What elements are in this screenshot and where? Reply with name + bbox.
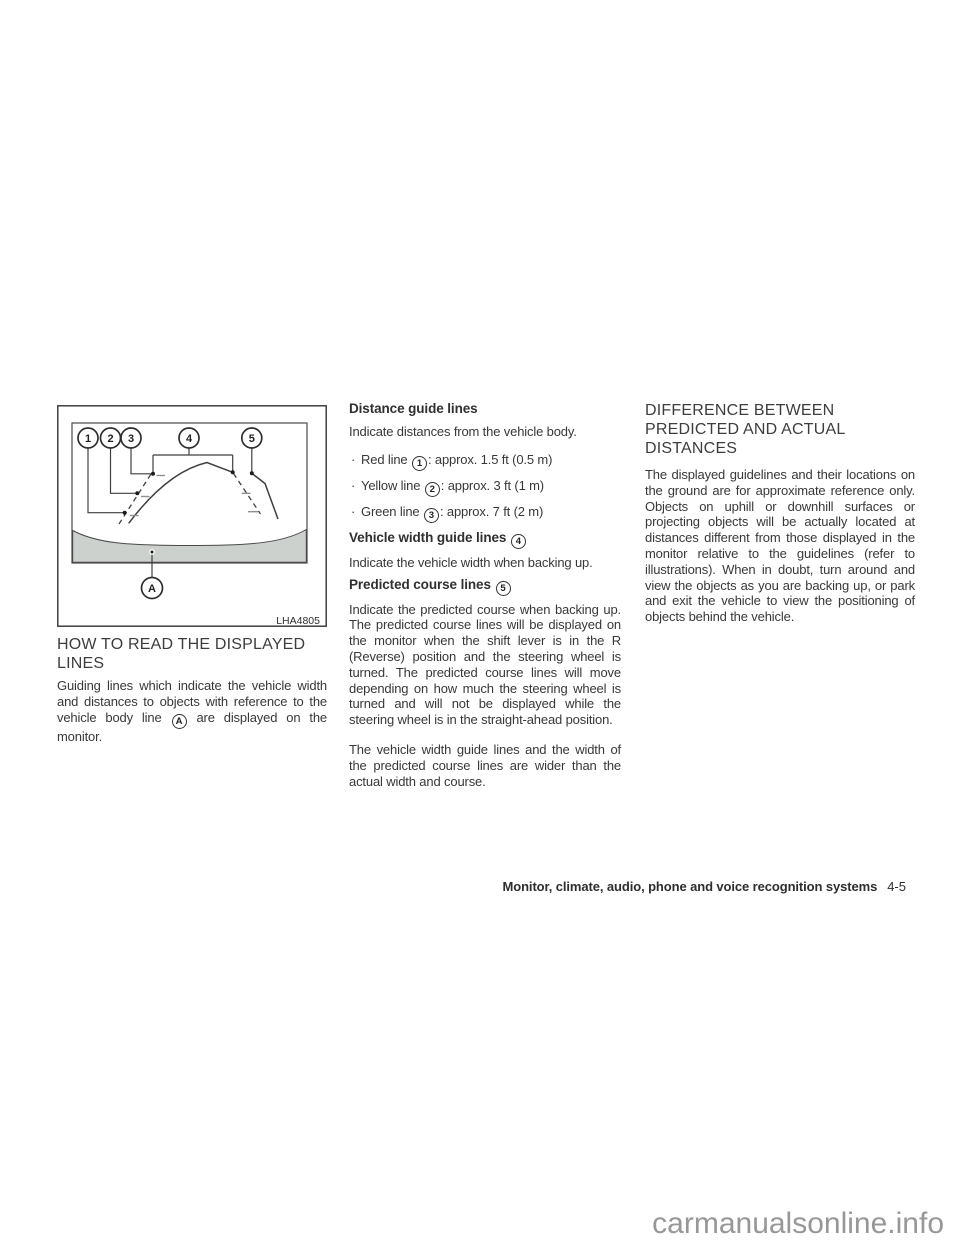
section-heading-how-to-read: HOW TO READ THE DISPLAYED LINES [57,636,306,672]
right-column [645,401,915,625]
footer-page-number: 4-5 [887,879,906,894]
difference-paragraph: The displayed guidelines and their locations on the ground are for approximate reference only. Objects on uphill or downhill surfaces or projecting objects will be actually located at distances different from those displayed in the monitor relative to the guidelines (refer to illustrations). When in doubt, turn around and view the objects as you are backing up, or park and exit the vehicle to view the positioning of objects behind the vehicle. [645,467,915,625]
page-footer [503,879,906,894]
callout-5: 5 [248,433,255,445]
bullet-post: : approx. 1.5 ft (0.5 m) [427,451,553,467]
bullet-post: : approx. 3 ft (1 m) [440,477,544,493]
section-heading-difference: DIFFERENCE BETWEEN PREDICTED AND ACTUAL DISTANCES [645,402,845,457]
bullet-dot-icon: · [351,477,356,493]
bullet-pre: Red line [361,451,411,467]
callout-4: 4 [185,433,193,445]
circled-a-marker: A [172,714,187,729]
predicted-course-paragraph-2: The vehicle width guide lines and the width of the predicted course lines are wider than the actual width and course. [349,741,621,789]
circled-2-marker: 2 [425,482,440,497]
distance-bullet-list [349,452,621,523]
figure-spacer [57,405,327,627]
subhead-predicted-course-lines [349,577,621,596]
subhead-text: Predicted course lines [349,576,491,592]
paragraph-text-after: are displayed on the monitor. [57,709,327,744]
vehicle-width-paragraph: Indicate the vehicle width when backing up. [349,554,593,570]
left-column [57,405,327,744]
distance-guide-intro: Indicate distances from the vehicle body. [349,424,577,439]
bullet-yellow-line [349,478,621,497]
bullet-red-line [349,452,621,471]
bullet-pre: Green line [361,503,423,519]
paragraph-text-before: Guiding lines which indicate the vehicle width and distances to objects with reference to the vehicle body line [57,678,327,725]
bullet-text [361,478,544,497]
predicted-course-paragraph-1: Indicate the predicted course when backing up. The predicted course lines will be displayed on the monitor when the shift lever is in the R (Reverse) position and the steering wheel is turned. The predicted course lines will move depending on how much the steering wheel is turned and will not be displayed while the steering wheel is in the straight-ahead position. [349,601,621,728]
callout-2: 2 [107,433,114,445]
callout-3: 3 [127,433,135,445]
bullet-green-line [349,504,621,523]
subhead-text: Vehicle width guide lines [349,529,507,545]
bullet-pre: Yellow line [361,477,424,493]
callout-a-label: A [148,583,156,595]
circled-5-marker: 5 [496,581,511,596]
how-to-read-paragraph [57,678,327,744]
subhead-distance-guide-lines: Distance guide lines [349,401,478,416]
circled-4-marker: 4 [511,534,526,549]
subhead-vehicle-width-guide-lines [349,530,621,549]
bullet-dot-icon: · [351,451,356,467]
circled-3-marker: 3 [424,508,439,523]
figure-code: LHA4805 [276,615,320,627]
bullet-text [361,452,552,471]
footer-section-title: Monitor, climate, audio, phone and voice recognition systems [502,879,878,894]
callout-1: 1 [84,433,92,445]
middle-column [349,401,621,789]
circled-1-marker: 1 [412,456,427,471]
watermark-text: carmanualsonline.info [652,1207,944,1240]
bullet-dot-icon: · [351,503,356,519]
bullet-post: : approx. 7 ft (2 m) [439,503,544,519]
bullet-text [361,504,543,523]
